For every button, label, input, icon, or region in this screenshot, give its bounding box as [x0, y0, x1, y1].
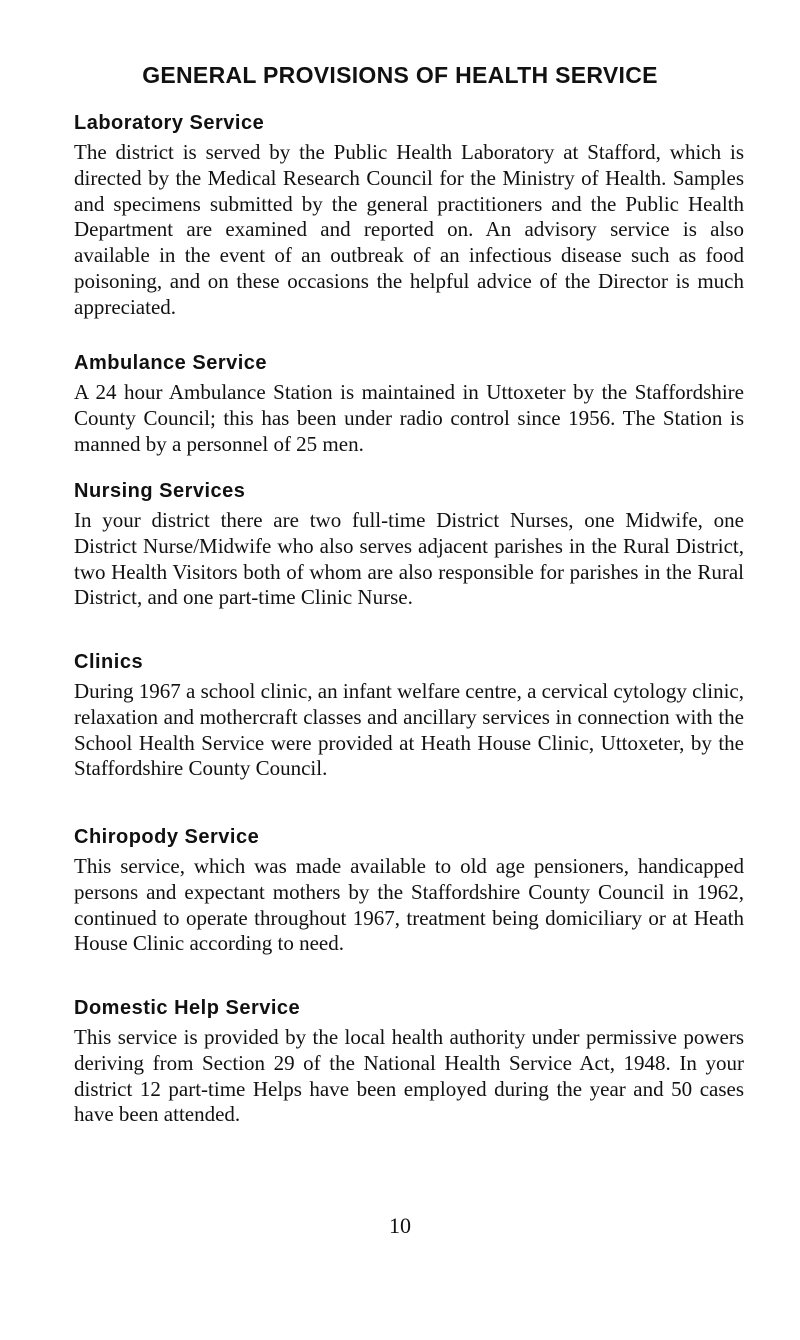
section-laboratory-service	[74, 110, 744, 321]
section-heading: Domestic Help Service	[74, 997, 301, 1019]
section-body: During 1967 a school clinic, an infant welfare centre, a cervical cytology clinic, relaxation and mothercraft classes and ancillary services in connection with the School Health Service were provided at Heath House Clinic, Uttoxeter, by the Staffordshire County Council.	[74, 679, 744, 781]
section-domestic-help-service	[74, 995, 744, 1128]
section-heading: Clinics	[74, 651, 144, 673]
page-title: GENERAL PROVISIONS OF HEALTH SERVICE	[142, 62, 658, 88]
section-body: A 24 hour Ambulance Station is maintained in Uttoxeter by the Staffordshire County Council; this has been under radio control since 1956. The Station is manned by a personnel of 25 men.	[74, 380, 744, 456]
section-heading: Chiropody Service	[74, 826, 260, 848]
section-body: This service is provided by the local health authority under permissive powers deriving from Section 29 of the National Health Service Act, 1948. In your district 12 part-time Helps have been employed during the year and 50 cases have been attended.	[74, 1025, 744, 1127]
section-clinics	[74, 649, 744, 782]
section-heading: Nursing Services	[74, 480, 246, 502]
section-heading: Laboratory Service	[74, 112, 265, 134]
section-nursing-services	[74, 478, 744, 611]
section-chiropody-service	[74, 824, 744, 957]
section-heading: Ambulance Service	[74, 352, 268, 374]
section-body: In your district there are two full-time District Nurses, one Midwife, one District Nurse/Midwife who also serves adjacent parishes in the Rural District, two Health Visitors both of whom are also responsible for parishes in the Rural District, and one part-time Clinic Nurse.	[74, 508, 744, 610]
section-ambulance-service	[74, 350, 744, 457]
page-number: 10	[389, 1213, 411, 1238]
section-body: This service, which was made available to old age pensioners, handicapped persons and expectant mothers by the Staffordshire County Council in 1962, continued to operate throughout 1967, treatment being domiciliary or at Heath House Clinic according to need.	[74, 854, 744, 956]
section-body: The district is served by the Public Health Laboratory at Stafford, which is directed by the Medical Research Council for the Ministry of Health. Samples and specimens submitted by the general practitioners and the Public Health Department are examined and reported on. An advisory service is also available in the event of an outbreak of an infectious disease such as food poisoning, and on these occasions the helpful advice of the Director is much appreciated.	[74, 140, 744, 319]
